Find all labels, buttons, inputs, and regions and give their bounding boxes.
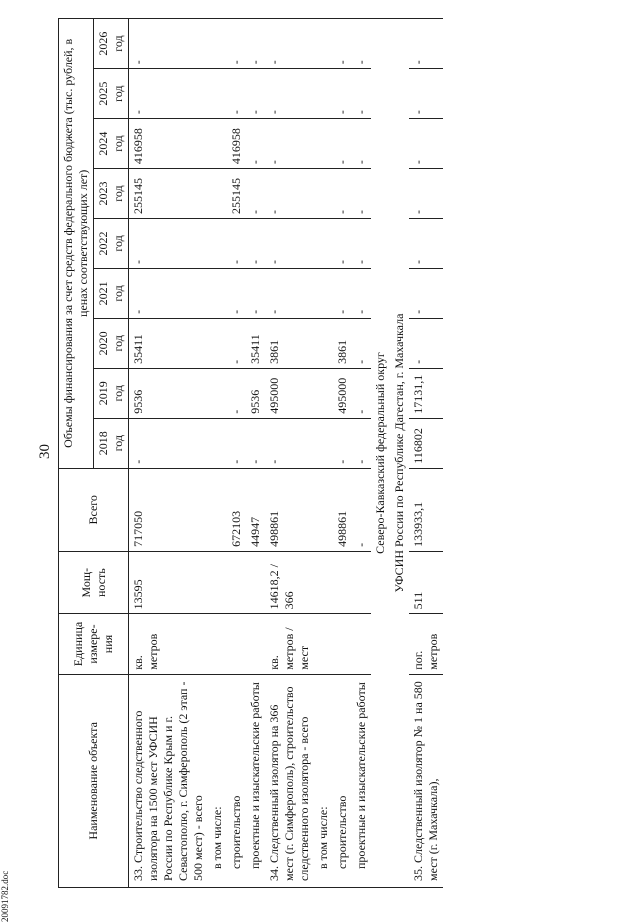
object-name-cell: в том числе:	[314, 674, 333, 887]
year-value-cell: -	[352, 69, 371, 119]
year-value-cell	[208, 119, 227, 169]
object-name-cell: строительство	[333, 674, 352, 887]
year-value-cell: -	[409, 318, 443, 368]
year-value-cell: -	[352, 318, 371, 368]
year-header: 2024 год	[94, 119, 129, 169]
year-value-cell	[208, 19, 227, 69]
total-cell: 498861	[333, 468, 352, 551]
rotated-table-page	[58, 18, 623, 888]
capacity-cell	[314, 551, 333, 613]
col-name-header: Наименование объекта	[59, 674, 129, 887]
year-value-cell: 35411	[246, 318, 265, 368]
table-row	[352, 19, 371, 888]
total-cell	[208, 468, 227, 551]
table-row	[208, 19, 227, 888]
year-value-cell: -	[333, 169, 352, 219]
table-row	[265, 19, 314, 888]
year-value-cell: -	[265, 169, 314, 219]
footer-filename: 20091782.doc	[0, 870, 10, 922]
total-cell: -	[352, 468, 371, 551]
year-value-cell: 495000	[333, 368, 352, 418]
year-value-cell	[314, 119, 333, 169]
total-cell: 44947	[246, 468, 265, 551]
page-number: 30	[37, 444, 53, 459]
year-value-cell: -	[352, 169, 371, 219]
year-value-cell: -	[227, 268, 246, 318]
unit-cell: кв. метров	[129, 614, 209, 674]
year-value-cell: 17131,1	[409, 368, 443, 418]
year-value-cell: -	[333, 19, 352, 69]
total-cell: 133933,1	[409, 468, 443, 551]
year-value-cell: -	[352, 368, 371, 418]
year-value-cell: -	[352, 19, 371, 69]
year-value-cell	[314, 368, 333, 418]
year-value-cell	[208, 268, 227, 318]
subdistrict-label: УФСИН России по Республике Дагестан, г. Махачкала	[390, 19, 409, 888]
year-value-cell: -	[129, 268, 209, 318]
year-value-cell: -	[246, 169, 265, 219]
year-value-cell: -	[227, 219, 246, 269]
year-value-cell: -	[333, 69, 352, 119]
year-header: 2025 год	[94, 69, 129, 119]
year-value-cell: -	[409, 268, 443, 318]
year-value-cell: 9536	[246, 368, 265, 418]
capacity-cell	[352, 551, 371, 613]
year-value-cell: -	[352, 418, 371, 468]
year-value-cell: -	[246, 418, 265, 468]
capacity-cell: 511	[409, 551, 443, 613]
year-value-cell: 3861	[333, 318, 352, 368]
year-value-cell: -	[333, 219, 352, 269]
year-value-cell: -	[265, 219, 314, 269]
unit-cell: кв. метров / мест	[265, 614, 314, 674]
year-value-cell: -	[227, 19, 246, 69]
table-row	[314, 19, 333, 888]
unit-cell	[208, 614, 227, 674]
year-value-cell	[208, 418, 227, 468]
year-value-cell: -	[227, 418, 246, 468]
total-cell: 672103	[227, 468, 246, 551]
year-value-cell: -	[246, 19, 265, 69]
year-value-cell: -	[246, 268, 265, 318]
unit-cell	[352, 614, 371, 674]
year-header: 2021 год	[94, 268, 129, 318]
year-value-cell: -	[227, 318, 246, 368]
year-value-cell: 9536	[129, 368, 209, 418]
capacity-cell	[246, 551, 265, 613]
district-row	[390, 19, 409, 888]
object-name-cell: проектные и изыскательские работы	[352, 674, 371, 887]
year-value-cell: -	[352, 268, 371, 318]
year-value-cell: -	[352, 219, 371, 269]
year-value-cell: 3861	[265, 318, 314, 368]
year-value-cell	[314, 19, 333, 69]
year-value-cell: 255145	[227, 169, 246, 219]
year-header: 2026 год	[94, 19, 129, 69]
year-value-cell: -	[129, 69, 209, 119]
funding-header: Объемы финансирования за счет средств федерального бюджета (тыс. рублей, в ценах соответствующих лет)	[59, 19, 94, 469]
year-value-cell	[314, 169, 333, 219]
year-value-cell	[208, 69, 227, 119]
unit-cell	[246, 614, 265, 674]
table-row	[246, 19, 265, 888]
year-value-cell: -	[333, 418, 352, 468]
year-value-cell: -	[129, 418, 209, 468]
year-value-cell: -	[265, 119, 314, 169]
year-value-cell	[314, 268, 333, 318]
financing-table	[58, 18, 443, 888]
year-value-cell: -	[227, 368, 246, 418]
year-value-cell: -	[246, 69, 265, 119]
unit-cell	[227, 614, 246, 674]
table-row	[129, 19, 209, 888]
unit-cell: пог. метров	[409, 614, 443, 674]
year-value-cell: -	[227, 69, 246, 119]
year-value-cell: 35411	[129, 318, 209, 368]
year-value-cell: -	[409, 119, 443, 169]
year-value-cell: -	[265, 69, 314, 119]
year-value-cell: -	[265, 418, 314, 468]
year-value-cell: -	[352, 119, 371, 169]
capacity-cell: 14618,2 / 366	[265, 551, 314, 613]
year-value-cell: -	[409, 169, 443, 219]
year-value-cell: -	[409, 69, 443, 119]
year-value-cell: -	[246, 219, 265, 269]
total-cell: 498861	[265, 468, 314, 551]
year-value-cell: -	[246, 119, 265, 169]
year-value-cell	[314, 318, 333, 368]
year-value-cell: -	[265, 19, 314, 69]
capacity-cell: 13595	[129, 551, 209, 613]
year-value-cell: -	[129, 19, 209, 69]
year-value-cell: 416958	[227, 119, 246, 169]
year-value-cell	[208, 318, 227, 368]
year-value-cell	[314, 418, 333, 468]
object-name-cell: строительство	[227, 674, 246, 887]
year-value-cell: 116802	[409, 418, 443, 468]
object-name-cell: 34. Следственный изолятор на 366 мест (г. Симферополь), строительство следственного изолятора - всего	[265, 674, 314, 887]
year-value-cell	[208, 169, 227, 219]
year-header: 2019 год	[94, 368, 129, 418]
year-value-cell: -	[409, 19, 443, 69]
object-name-cell: 33. Строительство следственного изолятора на 1500 мест УФСИН России по Республике Крым и г. Севастополю, г. Симферополь (2 этап - 500 мест) - всего	[129, 674, 209, 887]
year-value-cell: -	[333, 268, 352, 318]
year-value-cell	[314, 219, 333, 269]
capacity-cell	[227, 551, 246, 613]
object-name-cell: проектные и изыскательские работы	[246, 674, 265, 887]
table-row	[333, 19, 352, 888]
year-value-cell: 416958	[129, 119, 209, 169]
unit-cell	[333, 614, 352, 674]
table-row	[227, 19, 246, 888]
unit-cell	[314, 614, 333, 674]
district-label: Северо-Кавказский федеральный округ	[371, 19, 390, 888]
table-row	[409, 19, 443, 888]
col-capacity-header: Мощ-ность	[59, 551, 129, 613]
capacity-cell	[208, 551, 227, 613]
year-value-cell: 495000	[265, 368, 314, 418]
total-cell	[314, 468, 333, 551]
year-value-cell	[208, 219, 227, 269]
year-header: 2020 год	[94, 318, 129, 368]
object-name-cell: 35. Следственный изолятор № 1 на 580 мест (г. Махачкала),	[409, 674, 443, 887]
year-header: 2018 год	[94, 418, 129, 468]
year-value-cell: -	[265, 268, 314, 318]
col-unit-header: Единица измере-ния	[59, 614, 129, 674]
object-name-cell: в том числе:	[208, 674, 227, 887]
year-value-cell: 255145	[129, 169, 209, 219]
year-value-cell: -	[409, 219, 443, 269]
year-header: 2022 год	[94, 219, 129, 269]
year-value-cell	[314, 69, 333, 119]
year-header: 2023 год	[94, 169, 129, 219]
capacity-cell	[333, 551, 352, 613]
total-cell: 717050	[129, 468, 209, 551]
year-value-cell	[208, 368, 227, 418]
col-total-header: Всего	[59, 468, 129, 551]
year-value-cell: -	[129, 219, 209, 269]
district-row	[371, 19, 390, 888]
year-value-cell: -	[333, 119, 352, 169]
